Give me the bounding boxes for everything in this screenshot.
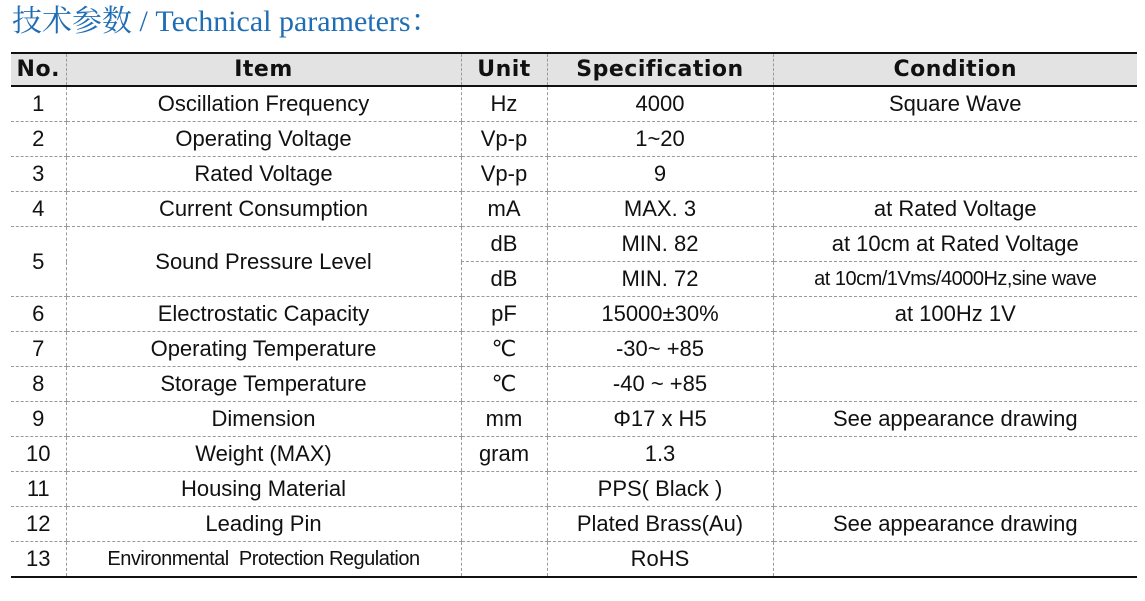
row-condition: See appearance drawing — [773, 507, 1137, 542]
row-item: Operating Voltage — [66, 122, 461, 157]
row-condition: at 10cm at Rated Voltage — [773, 227, 1137, 262]
row-item: Current Consumption — [66, 192, 461, 227]
header-item: Item — [66, 53, 461, 86]
table-row — [11, 86, 1137, 122]
header-no: No. — [11, 53, 66, 86]
header-specification: Specification — [547, 53, 773, 86]
row-spec: -30~ +85 — [547, 332, 773, 367]
row-no: 9 — [11, 402, 66, 437]
row-spec: Plated Brass(Au) — [547, 507, 773, 542]
row-spec: 9 — [547, 157, 773, 192]
row-unit — [461, 507, 547, 542]
row-item: Electrostatic Capacity — [66, 297, 461, 332]
row-no: 13 — [11, 542, 66, 578]
table-row — [11, 227, 1137, 262]
row-no: 8 — [11, 367, 66, 402]
row-item: Weight (MAX) — [66, 437, 461, 472]
row-no: 12 — [11, 507, 66, 542]
row-unit: Vp-p — [461, 157, 547, 192]
row-condition: See appearance drawing — [773, 402, 1137, 437]
table-row — [11, 157, 1137, 192]
row-no: 1 — [11, 86, 66, 122]
header-condition: Condition — [773, 53, 1137, 86]
row-unit: gram — [461, 437, 547, 472]
row-item: Sound Pressure Level — [66, 227, 461, 297]
row-unit: Vp-p — [461, 122, 547, 157]
table-row — [11, 507, 1137, 542]
row-condition — [773, 332, 1137, 367]
row-unit: pF — [461, 297, 547, 332]
row-condition — [773, 472, 1137, 507]
row-spec: 15000±30% — [547, 297, 773, 332]
row-item: Leading Pin — [66, 507, 461, 542]
row-condition — [773, 542, 1137, 578]
row-spec: RoHS — [547, 542, 773, 578]
row-condition — [773, 437, 1137, 472]
row-no: 5 — [11, 227, 66, 297]
row-spec: -40 ~ +85 — [547, 367, 773, 402]
row-spec: MIN. 82 — [547, 227, 773, 262]
row-no: 6 — [11, 297, 66, 332]
row-item: Storage Temperature — [66, 367, 461, 402]
row-unit: mm — [461, 402, 547, 437]
row-unit: ℃ — [461, 367, 547, 402]
table-row — [11, 437, 1137, 472]
row-no: 11 — [11, 472, 66, 507]
row-condition — [773, 367, 1137, 402]
technical-parameters-table — [11, 52, 1137, 578]
row-unit: dB — [461, 227, 547, 262]
row-spec: 4000 — [547, 86, 773, 122]
row-item: Environmental Protection Regulation — [66, 542, 461, 578]
table-row — [11, 472, 1137, 507]
row-item: Rated Voltage — [66, 157, 461, 192]
row-item: Dimension — [66, 402, 461, 437]
row-unit: dB — [461, 262, 547, 297]
row-no: 7 — [11, 332, 66, 367]
row-no: 2 — [11, 122, 66, 157]
row-condition: Square Wave — [773, 86, 1137, 122]
table-row — [11, 402, 1137, 437]
row-spec: MIN. 72 — [547, 262, 773, 297]
row-unit: ℃ — [461, 332, 547, 367]
row-condition: at 10cm/1Vms/4000Hz,sine wave — [773, 262, 1137, 297]
page-title: 技术参数 / Technical parameters： — [12, 5, 441, 38]
table-row — [11, 297, 1137, 332]
row-item: Operating Temperature — [66, 332, 461, 367]
table-row — [11, 332, 1137, 367]
row-spec: 1.3 — [547, 437, 773, 472]
table-header-row — [11, 53, 1137, 86]
table-row — [11, 192, 1137, 227]
row-spec: MAX. 3 — [547, 192, 773, 227]
row-condition — [773, 157, 1137, 192]
row-no: 3 — [11, 157, 66, 192]
header-unit: Unit — [461, 53, 547, 86]
row-unit: Hz — [461, 86, 547, 122]
row-no: 4 — [11, 192, 66, 227]
table-row — [11, 367, 1137, 402]
row-condition: at Rated Voltage — [773, 192, 1137, 227]
row-spec: PPS( Black ) — [547, 472, 773, 507]
table-row — [11, 122, 1137, 157]
row-unit — [461, 542, 547, 578]
row-item: Oscillation Frequency — [66, 86, 461, 122]
row-no: 10 — [11, 437, 66, 472]
row-condition: at 100Hz 1V — [773, 297, 1137, 332]
table-row — [11, 542, 1137, 578]
row-spec: Φ17 x H5 — [547, 402, 773, 437]
row-item: Housing Material — [66, 472, 461, 507]
row-condition — [773, 122, 1137, 157]
row-unit — [461, 472, 547, 507]
row-spec: 1~20 — [547, 122, 773, 157]
row-unit: mA — [461, 192, 547, 227]
